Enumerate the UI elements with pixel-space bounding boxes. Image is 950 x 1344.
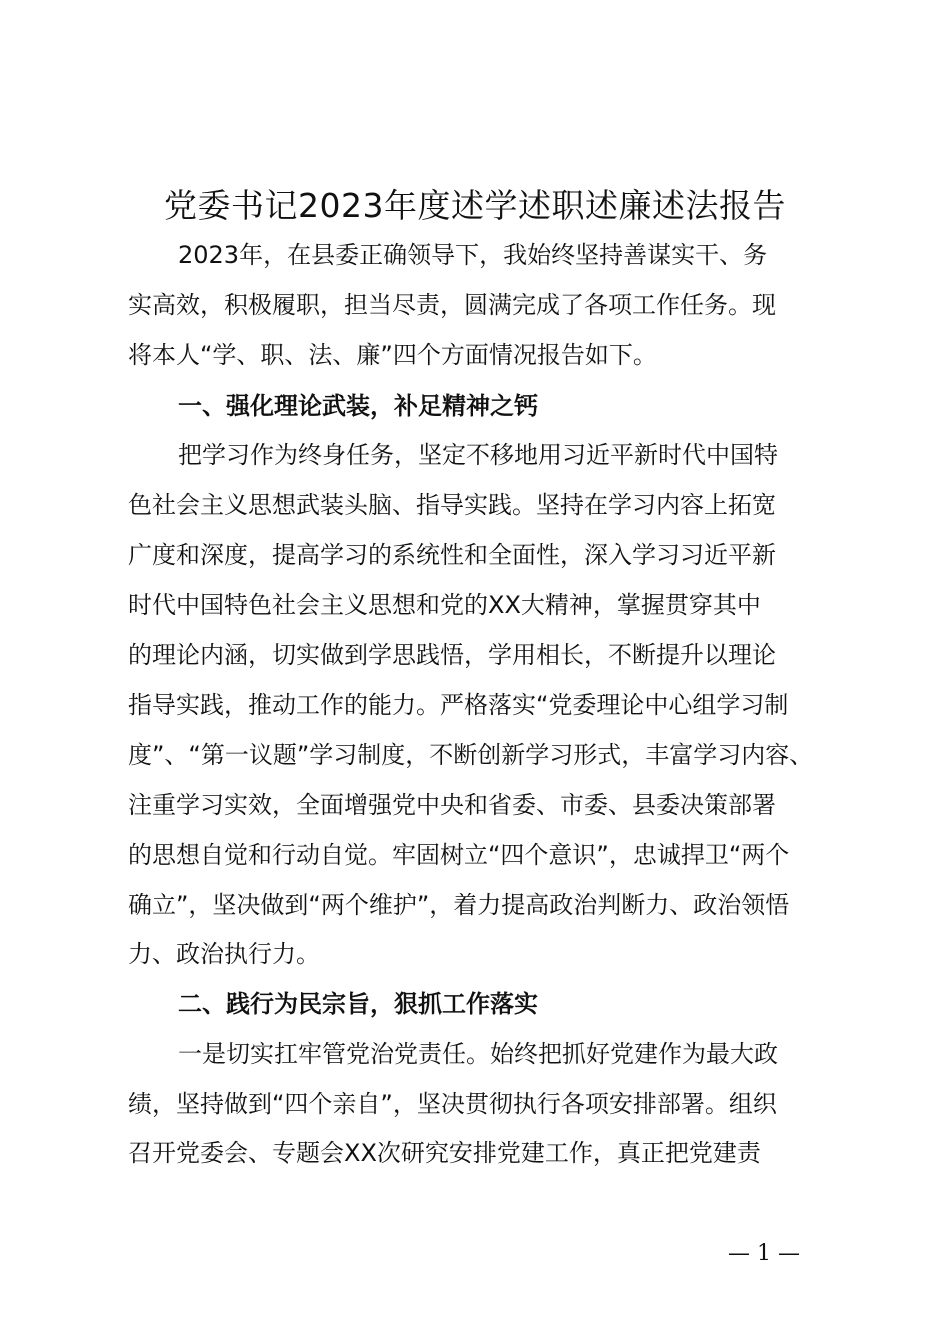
paragraph-line: 的理论内涵，切实做到学思践悟，学用相长，不断提升以理论 xyxy=(128,641,776,669)
paragraph-line: 绩，坚持做到“四个亲自”，坚决贯彻执行各项安排部署。组织 xyxy=(128,1090,777,1118)
paragraph-line: 注重学习实效，全面增强党中央和省委、市委、县委决策部署 xyxy=(128,791,776,819)
paragraph-line: 确立”，坚决做到“两个维护”，着力提高政治判断力、政治领悟 xyxy=(128,891,790,919)
page-number: — 1 — xyxy=(728,1241,800,1266)
paragraph-line: 把学习作为终身任务，坚定不移地用习近平新时代中国特 xyxy=(178,441,778,469)
document-title: 党委书记2023年度述学述职述廉述法报告 xyxy=(164,186,786,225)
paragraph-line: 指导实践，推动工作的能力。严格落实“党委理论中心组学习制 xyxy=(128,691,789,719)
section-heading-2: 二、践行为民宗旨，狠抓工作落实 xyxy=(178,990,538,1018)
paragraph-line: 实高效，积极履职，担当尽责，圆满完成了各项工作任务。现 xyxy=(128,291,776,319)
paragraph-line: 将本人“学、职、法、廉”四个方面情况报告如下。 xyxy=(128,341,657,369)
paragraph-line: 一是切实扛牢管党治党责任。始终把抓好党建作为最大政 xyxy=(178,1040,778,1068)
section-heading-1: 一、强化理论武装，补足精神之钙 xyxy=(178,392,538,420)
paragraph-line: 的思想自觉和行动自觉。牢固树立“四个意识”，忠诚捍卫“两个 xyxy=(128,841,790,869)
paragraph-line: 广度和深度，提高学习的系统性和全面性，深入学习习近平新 xyxy=(128,541,776,569)
paragraph-line: 力、政治执行力。 xyxy=(128,940,320,968)
paragraph-line: 度”、“第一议题”学习制度，不断创新学习形式，丰富学习内容、 xyxy=(128,741,814,769)
paragraph-line: 色社会主义思想武装头脑、指导实践。坚持在学习内容上拓宽 xyxy=(128,491,776,519)
paragraph-line: 2023年，在县委正确领导下，我始终坚持善谋实干、务 xyxy=(178,241,768,269)
paragraph-line: 召开党委会、专题会XX次研究安排党建工作，真正把党建责 xyxy=(128,1139,761,1167)
paragraph-line: 时代中国特色社会主义思想和党的XX大精神，掌握贯穿其中 xyxy=(128,591,761,619)
